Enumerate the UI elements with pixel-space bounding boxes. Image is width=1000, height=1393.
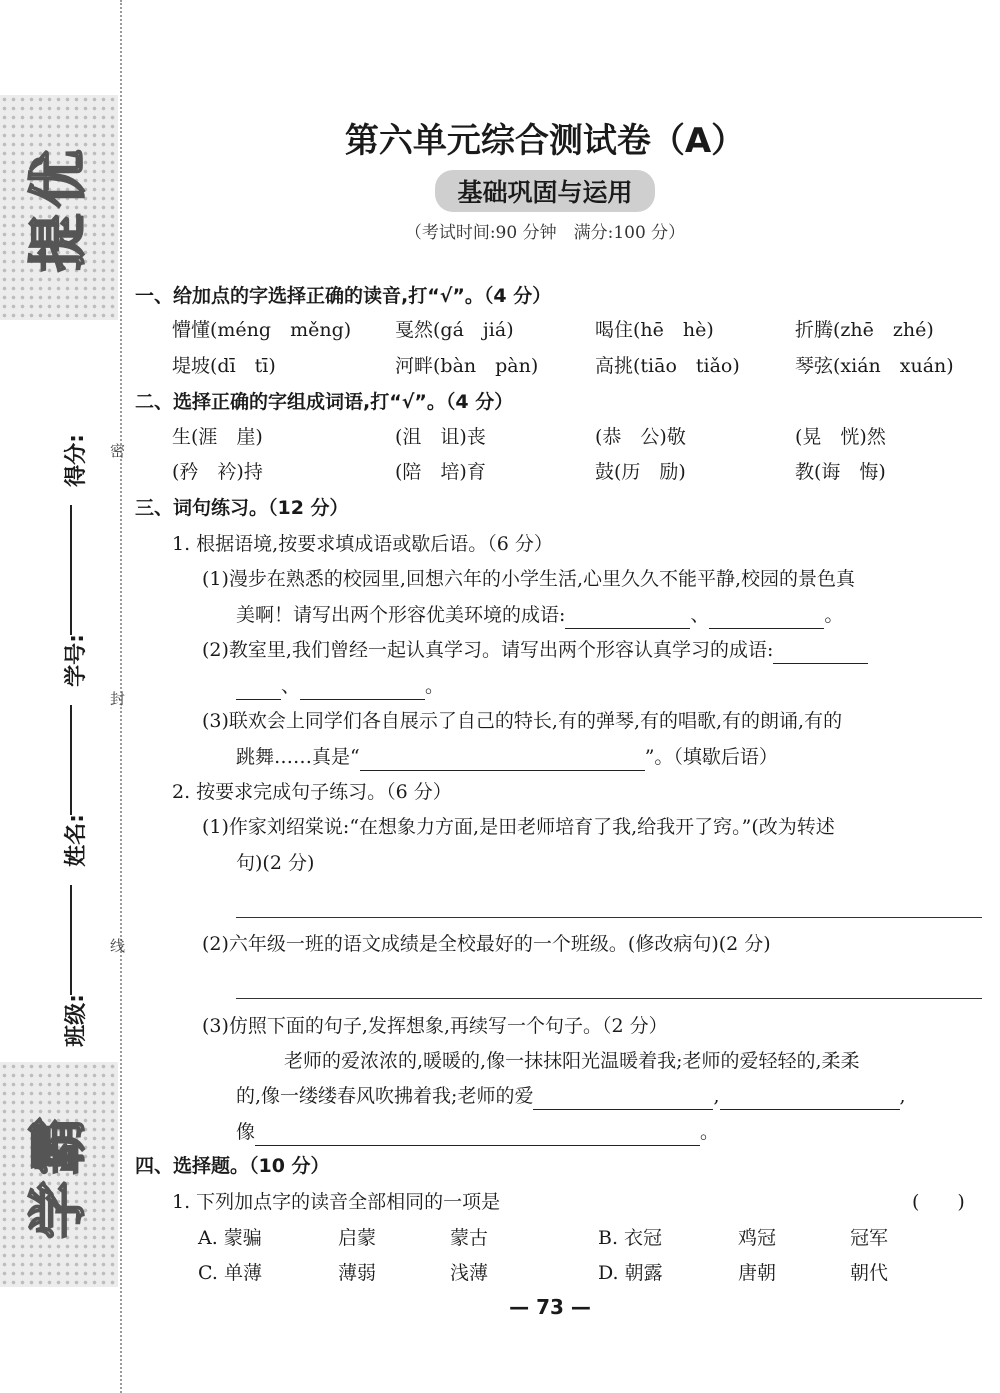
answer-blank[interactable] — [255, 1125, 700, 1146]
sidebar-logo-bottom — [0, 1062, 118, 1287]
q3-1-3-line2 — [236, 743, 778, 771]
seal-mark-feng: 封 — [110, 690, 126, 708]
answer-blank[interactable] — [720, 1089, 900, 1110]
name-field-line — [70, 885, 72, 995]
q1-item: 戛然(gá jiá) — [395, 319, 514, 341]
score-field-label: 得分: — [63, 434, 89, 487]
seal-mark-mi: 密 — [110, 442, 126, 460]
exam-info: （考试时间:90 分钟 满分:100 分） — [404, 223, 686, 243]
q2-item: (沮 诅)丧 — [395, 426, 486, 448]
q2-item: (恭 公)敬 — [595, 426, 686, 448]
q3-1-1-line1: (1)漫步在熟悉的校园里,回想六年的小学生活,心里久久不能平静,校园的景色真 — [202, 568, 856, 590]
q1-item: 懵懂(méng měng) — [172, 319, 352, 341]
sidebar-top-text: 提优 — [24, 143, 93, 272]
option-d-word: 唐朝 — [738, 1262, 777, 1284]
answer-line[interactable] — [236, 917, 982, 918]
student-id-field-label: 学号: — [63, 634, 89, 687]
q3-1-3-line1: (3)联欢会上同学们各自展示了自己的特长,有的弹琴,有的唱歌,有的朗诵,有的 — [202, 710, 843, 732]
section-4-heading: 四、选择题。（10 分） — [135, 1155, 330, 1177]
q3-2-3: (3)仿照下面的句子,发挥想象,再续写一个句子。（2 分） — [202, 1015, 668, 1037]
page-number: — 73 — — [509, 1295, 591, 1319]
q3-part2-heading: 2. 按要求完成句子练习。（6 分） — [172, 781, 452, 803]
q3-2-3-example2: 的,像一缕缕春风吹拂着我;老师的爱 , , — [236, 1082, 906, 1110]
answer-blank[interactable] — [565, 608, 690, 629]
sidebar-bottom-text: 学霸 — [24, 1110, 93, 1239]
option-b-word: 鸡冠 — [738, 1227, 777, 1249]
student-id-field-line — [70, 705, 72, 815]
q3-2-3-example1: 老师的爱浓浓的,暖暖的,像一抹抹阳光温暖着我;老师的爱轻轻的,柔柔 — [284, 1050, 860, 1072]
score-field-line — [70, 505, 72, 635]
answer-blank[interactable] — [236, 679, 281, 700]
option-a-word: 启蒙 — [338, 1227, 377, 1249]
seal-mark-xian: 线 — [110, 937, 126, 955]
option-b-word: 冠军 — [850, 1227, 889, 1249]
q4-1-stem: 1. 下列加点字的读音全部相同的一项是 — [172, 1191, 501, 1213]
section-1-heading: 一、给加点的字选择正确的读音,打“√”。（4 分） — [135, 285, 552, 307]
q1-item: 堤坡(dī tī) — [172, 355, 276, 377]
page-title: 第六单元综合测试卷（A） — [344, 121, 746, 161]
q2-item: (矜 衿)持 — [172, 461, 263, 483]
section-2-heading: 二、选择正确的字组成词语,打“√”。（4 分） — [135, 391, 514, 413]
option-a: A. 蒙骗 — [198, 1227, 262, 1249]
option-c-word: 浅薄 — [450, 1262, 489, 1284]
section-3-heading: 三、词句练习。（12 分） — [135, 497, 349, 519]
q3-1-1-line2: 美啊！请写出两个形容优美环境的成语: 、 。 — [236, 601, 843, 629]
q3-1-3-hint: ”。（填歇后语） — [644, 746, 778, 768]
option-c-word: 薄弱 — [338, 1262, 377, 1284]
q3-2-3-text: 的,像一缕缕春风吹拂着我;老师的爱 — [236, 1085, 534, 1107]
answer-blank[interactable] — [360, 750, 645, 771]
q1-item: 高挑(tiāo tiǎo) — [595, 355, 740, 377]
q3-2-1-line2: 句)(2 分) — [236, 852, 315, 874]
subtitle-wrap — [0, 170, 1000, 212]
option-b: B. 衣冠 — [598, 1227, 663, 1249]
subtitle-badge: 基础巩固与运用 — [435, 170, 654, 212]
answer-blank[interactable] — [300, 679, 425, 700]
q3-1-2-line2: 、 。 — [236, 672, 444, 700]
q3-part1-heading: 1. 根据语境,按要求填成语或歇后语。（6 分） — [172, 533, 553, 555]
q3-2-3-prefix: 像 — [236, 1121, 256, 1143]
class-field-label: 班级: — [63, 994, 89, 1047]
answer-line[interactable] — [236, 998, 982, 999]
q3-2-2: (2)六年级一班的语文成绩是全校最好的一个班级。(修改病句)(2 分) — [202, 933, 771, 955]
option-d: D. 朝露 — [598, 1262, 663, 1284]
answer-parens[interactable]: ( ) — [912, 1191, 965, 1213]
answer-blank[interactable] — [533, 1089, 713, 1110]
q1-item: 折腾(zhē zhé) — [795, 319, 934, 341]
q1-item: 喝住(hē hè) — [595, 319, 714, 341]
option-c: C. 单薄 — [198, 1262, 262, 1284]
q2-item: 生(涯 崖) — [172, 426, 263, 448]
q2-item: 教(诲 悔) — [795, 461, 886, 483]
q3-2-1-line1: (1)作家刘绍棠说:“在想象力方面,是田老师培育了我,给我开了窍。”(改为转述 — [202, 816, 835, 838]
q3-2-3-example3: 像 。 — [236, 1118, 719, 1146]
q3-1-1-text: 美啊！请写出两个形容优美环境的成语: — [236, 604, 566, 626]
q1-item: 河畔(bàn pàn) — [395, 355, 539, 377]
answer-blank[interactable] — [773, 643, 868, 664]
q3-1-2-line1 — [202, 636, 868, 664]
q2-item: (陪 培)育 — [395, 461, 486, 483]
q2-item: (晃 恍)然 — [795, 426, 886, 448]
answer-blank[interactable] — [709, 608, 824, 629]
q3-1-3-text: 跳舞……真是“ — [236, 746, 360, 768]
option-a-word: 蒙古 — [450, 1227, 489, 1249]
name-field-label: 姓名: — [63, 814, 89, 867]
option-d-word: 朝代 — [850, 1262, 889, 1284]
q3-1-2-text: (2)教室里,我们曾经一起认真学习。请写出两个形容认真学习的成语: — [202, 639, 774, 661]
q1-item: 琴弦(xián xuán) — [795, 355, 954, 377]
q2-item: 鼓(历 励) — [595, 461, 686, 483]
